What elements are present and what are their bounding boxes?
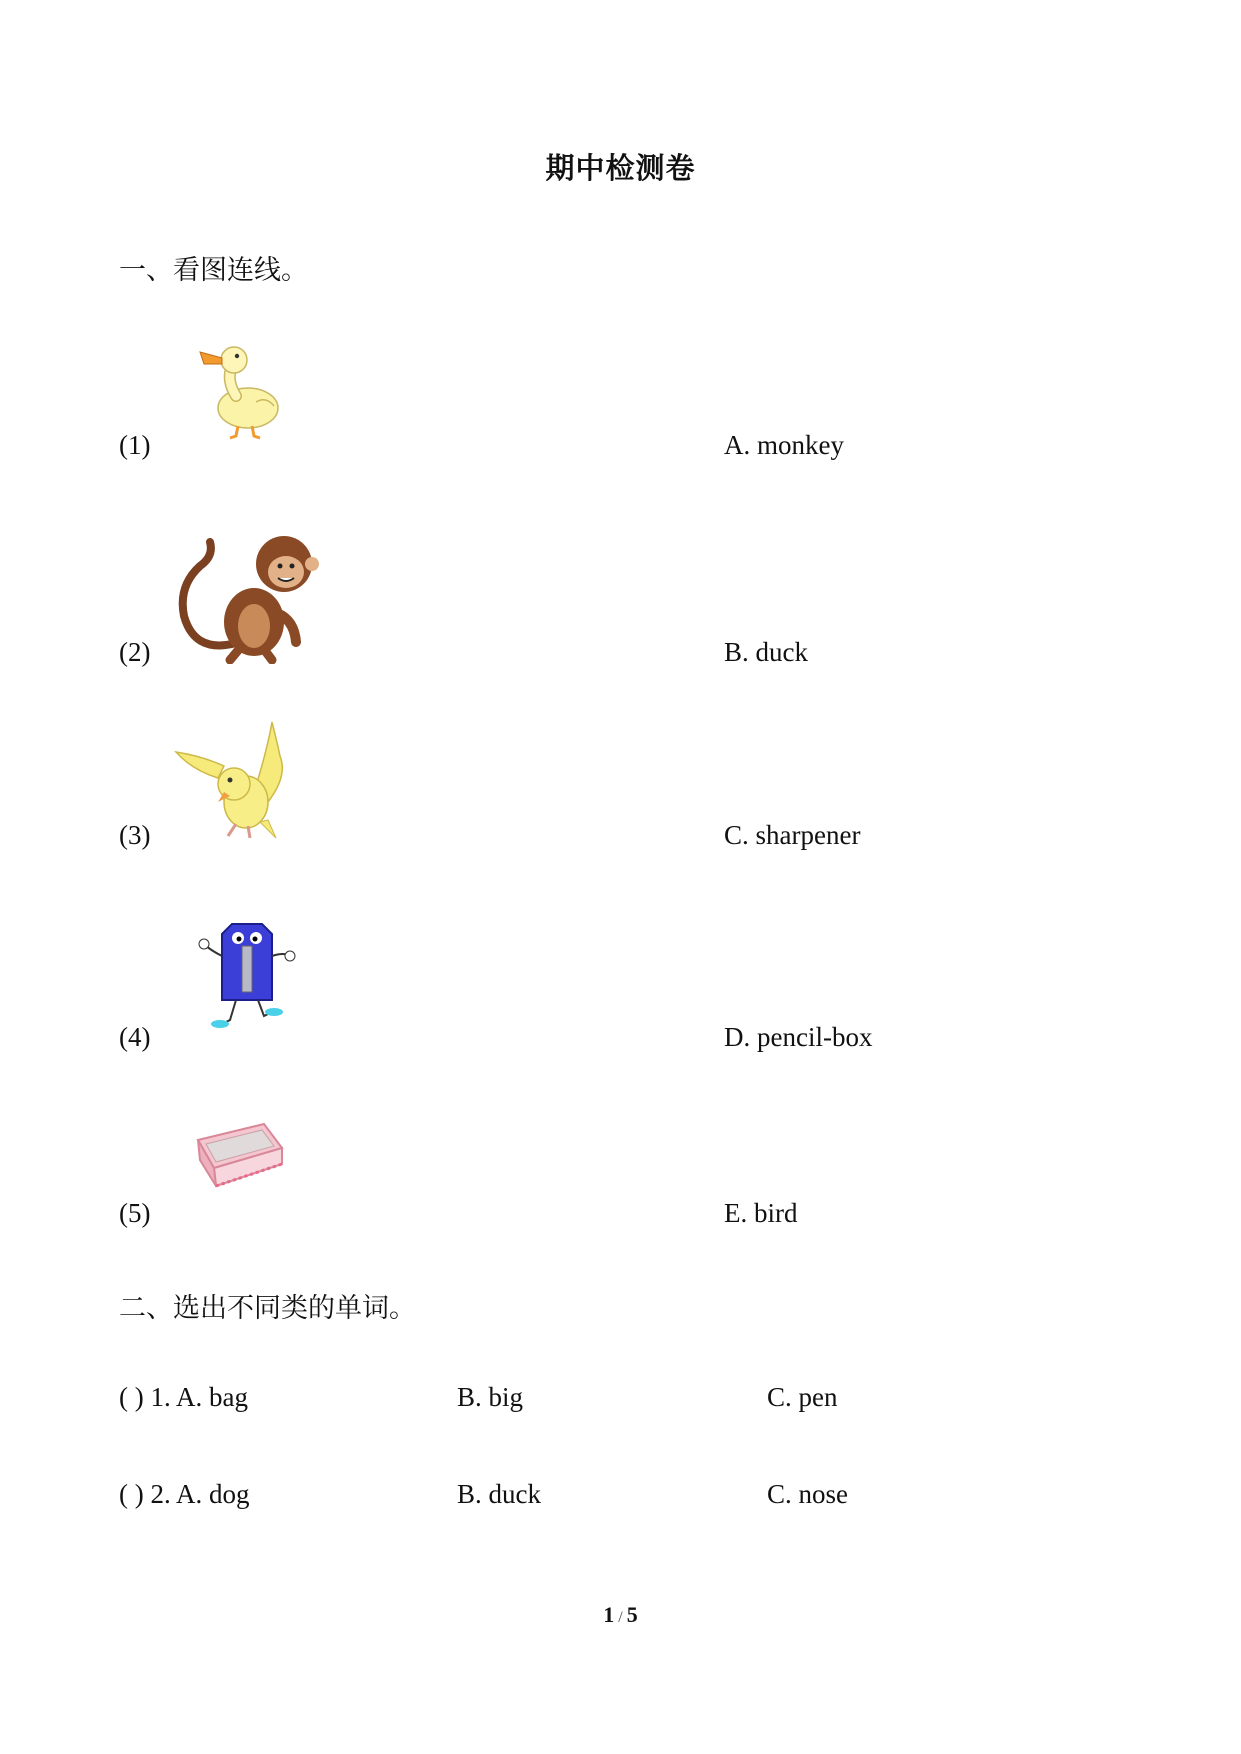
option-d: D. pencil-box (724, 1022, 873, 1052)
item-3-number: (3) (119, 820, 151, 850)
item-2-number: (2) (119, 637, 151, 667)
duck-icon (196, 340, 286, 442)
item-4-number: (4) (119, 1022, 151, 1052)
bird-icon (172, 716, 292, 840)
item-5-number: (5) (119, 1198, 151, 1228)
section-1-heading: 一、看图连线。 (119, 255, 308, 285)
question-1-option-c: C. pen (767, 1382, 838, 1412)
question-1-stem: ( ) 1. A. bag (119, 1382, 248, 1412)
option-c: C. sharpener (724, 820, 861, 850)
sharpener-icon (198, 916, 298, 1032)
page-title: 期中检测卷 (545, 153, 696, 185)
total-pages: 5 (626, 1602, 638, 1627)
question-2-stem: ( ) 2. A. dog (119, 1479, 250, 1509)
item-1-number: (1) (119, 430, 151, 460)
page-number (0, 1602, 1241, 1628)
current-page: 1 (603, 1602, 615, 1627)
option-b: B. duck (724, 637, 808, 667)
option-e: E. bird (724, 1198, 798, 1228)
pencil-box-icon (192, 1122, 288, 1194)
question-2-option-b: B. duck (457, 1479, 541, 1509)
question-2-option-c: C. nose (767, 1479, 848, 1509)
page-separator: / (614, 1609, 627, 1626)
section-2-heading: 二、选出不同类的单词。 (119, 1293, 416, 1323)
question-1-option-b: B. big (457, 1382, 524, 1412)
option-a: A. monkey (724, 430, 844, 460)
monkey-icon (174, 526, 320, 664)
